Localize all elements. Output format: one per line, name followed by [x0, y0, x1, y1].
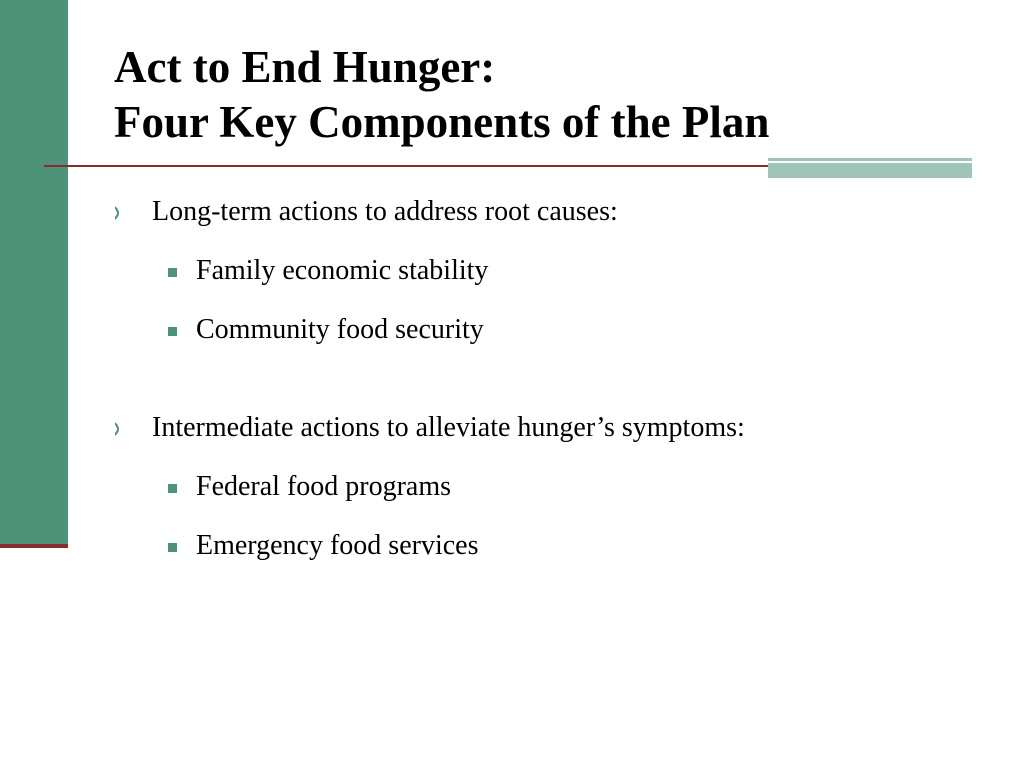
- side-accent-bar: [0, 0, 68, 544]
- sub-bullet-text: Federal food programs: [196, 471, 452, 502]
- bullet-group: [114, 408, 994, 566]
- sub-bullet-text: Emergency food services: [196, 530, 479, 561]
- square-bullet-icon: [168, 268, 177, 277]
- sub-bullet-text: Family economic stability: [196, 255, 489, 286]
- square-bullet-icon: [168, 543, 177, 552]
- arrowhead-bullet-icon: [114, 206, 124, 220]
- slide-title: [114, 40, 769, 150]
- sub-bullet-text: Community food security: [196, 314, 484, 345]
- slide-title-line-2: Four Key Components of the Plan: [114, 97, 770, 147]
- sub-bullet-item: [114, 467, 994, 507]
- bullet-list: [114, 192, 994, 566]
- bullet-text: Long-term actions to address root causes:: [152, 196, 618, 227]
- slide-title-line-1: Act to End Hunger:: [114, 42, 496, 92]
- arrowhead-bullet-icon: [114, 422, 124, 436]
- title-accent-bar: [768, 158, 972, 178]
- square-bullet-icon: [168, 484, 177, 493]
- bullet-item: [114, 192, 994, 232]
- sub-bullet-item: [114, 526, 994, 566]
- side-accent-underline: [0, 544, 68, 548]
- bullet-group: [114, 192, 994, 350]
- bullet-item: [114, 408, 994, 448]
- sub-bullet-item: [114, 310, 994, 350]
- square-bullet-icon: [168, 327, 177, 336]
- sub-bullet-item: [114, 251, 994, 291]
- bullet-text: Intermediate actions to alleviate hunger’s symptoms:: [152, 412, 745, 443]
